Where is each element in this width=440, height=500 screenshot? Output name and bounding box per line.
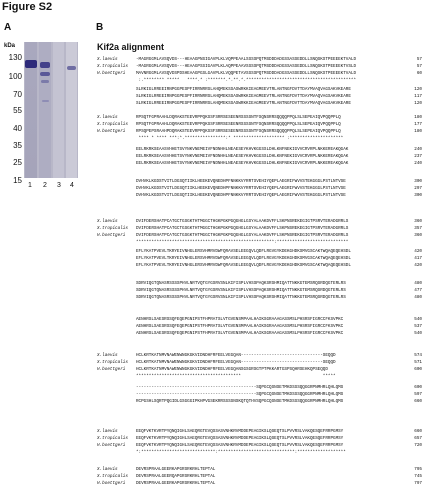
sequence-row bbox=[97, 316, 427, 323]
sequence-text: -MAGRGGMLAVSQVDS---HEAAGPNSIGAVPLKLVQPPEAALSSSSPQTMSDDDADGSSASSEDDLLSNQSKSTPEEEEKTVALD bbox=[136, 57, 357, 62]
marker-label: 55 bbox=[13, 106, 22, 115]
gel-lane bbox=[25, 42, 37, 178]
sequence-row bbox=[97, 232, 427, 239]
residue-count: 360 bbox=[414, 219, 422, 224]
marker-label: 25 bbox=[13, 158, 22, 167]
residue-count: 420 bbox=[414, 263, 422, 268]
residue-count: 297 bbox=[414, 186, 422, 191]
sequence-text: DVHVKLKGDSTVITLDGSQTIIKLHEEKEVQNEDHPFNNKKVYRRTSVEHIYQEPLAEGRIFWVVSTEKGGGLPSTLNTVSE bbox=[136, 193, 346, 198]
sequence-row bbox=[97, 192, 427, 199]
alignment-title: Kif2a alignment bbox=[97, 42, 165, 52]
residue-count: 57 bbox=[416, 64, 422, 69]
residue-count: 600 bbox=[414, 385, 422, 390]
conservation-row bbox=[97, 135, 427, 142]
species-label: X.tropicalis bbox=[97, 474, 128, 479]
sequence-row bbox=[97, 280, 427, 287]
sequence-row bbox=[97, 473, 427, 480]
residue-count: 180 bbox=[414, 129, 422, 134]
residue-count: 540 bbox=[414, 317, 422, 322]
sequence-text: HCLKRTKATNMVNAWENWNGKGKVIDNDHFRFEELVEGQANSGSGRSGTPTPKKARTGSPSQHRSEHKQPSEQQD bbox=[136, 367, 328, 372]
lane-number: 3 bbox=[57, 182, 61, 189]
species-label: H.boettgeri bbox=[97, 71, 126, 76]
sequence-text: EFLYKATPVEVLTKRYEIVNHGLERSVHMRVDWFQRAVSELEEGQVLQDFLRGVGYKDEKGHDKSMVGSCAKTWQAQEQEHSDL bbox=[136, 249, 351, 254]
gel-lane bbox=[66, 42, 77, 178]
residue-count: 417 bbox=[414, 256, 422, 261]
residue-count: 357 bbox=[414, 226, 422, 231]
sequence-text: SLRKIGLRREEIRNPGGPESPFIRRNRRSLAHQMEKSSASWRKKIEAGMEEVTRLANTNGFDVTTDAYMVAQVAGSAKVKEARE bbox=[136, 87, 351, 92]
sequence-row bbox=[97, 93, 427, 100]
sequence-text: RPSQTFGPRAAHLDQRAKSTEEVRPPQKSSFSRRSESEENRSSSSNTFSQNSRRSQQQQPPQLSLSEPEAIQVPQQPPLQ bbox=[136, 122, 341, 127]
sequence-text: SDRVIQGTQNASRSSSSPHVLNRTVQTGYGSRVSNLKIFISPLVHSSPAQKSRSHMIQATTNKKGTEMSRQSRDQGTERLRS bbox=[136, 281, 346, 286]
residue-count: 300 bbox=[414, 193, 422, 198]
species-label: X.laevis bbox=[97, 115, 118, 120]
gel-lane bbox=[53, 42, 64, 178]
sequence-text: AENHRSLSAESRSSQFEQEPGNIPSTFHPRATSLVTGVENSMPAALHAIKSGRAAAGASSMSLPHSRSFIGRCCFKSVPKC bbox=[136, 324, 344, 329]
sequence-row bbox=[97, 366, 427, 373]
protein-band bbox=[67, 66, 76, 70]
alignment-block bbox=[97, 86, 427, 107]
sequence-row bbox=[97, 466, 427, 473]
species-label: X.tropicalis bbox=[97, 436, 128, 441]
residue-count: 360 bbox=[414, 233, 422, 238]
conservation-row bbox=[97, 239, 427, 246]
species-label: H.boettgeri bbox=[97, 367, 126, 372]
sequence-text: RCPGSHLSQRTPQGIDLGSGGGIPKHPVGSEKRRSSSSNSKQTQTHVSQPGCQSNSETMKDSSSQQGGRPNMHRLQHLQMS bbox=[136, 399, 344, 404]
sequence-row bbox=[97, 262, 427, 269]
sequence-row bbox=[97, 160, 427, 167]
sequence-text: :.******** ***** ****.* :*******.*.**.*.******************************************* bbox=[136, 78, 357, 83]
sequence-text: EEQFVKTKVRTPYQNQIGHLSAEQRGTEVQSSASVNHKRVMDDEPEAGIKSLQSEQTSLPVVRSLVAKQESQEFRRPGMSY bbox=[136, 443, 344, 448]
residue-count: 657 bbox=[414, 436, 422, 441]
residue-count: 745 bbox=[414, 474, 422, 479]
species-label: X.laevis bbox=[97, 219, 118, 224]
sequence-row bbox=[97, 114, 427, 121]
lane-number: 2 bbox=[43, 182, 47, 189]
sequence-text: SLRKIGLRREEIRNPGGPESPFIRRNRRSLAHQMEKSSASWRKKIEAGMEEVTRLANTNGFDVTTDAYMVAQVAGSAKVKEARE bbox=[136, 94, 351, 99]
alignment-block bbox=[97, 316, 427, 337]
alignment-block bbox=[97, 384, 427, 405]
sequence-text: DVHVKLKGDSTVITLDGSQTIIKLHEEKEVQNEDHPFNNKKVYRRTSVEHIYQEPLAEGRIFWVVSTEKGGGLPSTLNTVSE bbox=[136, 186, 346, 191]
residue-count: 574 bbox=[414, 353, 422, 358]
sequence-row bbox=[97, 391, 427, 398]
sequence-text: MAVNRGGMLAVSQVDSPDSHEAAGPGSLGAVPLKLVQQPETAVSSSSPQTMSDDDADGSSASSEDDLLSNQSKSTPEEEEKTVALD bbox=[136, 71, 357, 76]
sequence-text: RPSQPEPSRAAHPDQRAKSTEEVRPPQKSSFSRRSESEENRSSSSNTFSQNSRRSQQQQPPQLSLSEPEAIQVPQQPPLQ bbox=[136, 129, 341, 134]
sequence-row bbox=[97, 70, 427, 77]
residue-count: 60 bbox=[416, 71, 422, 76]
sequence-text: EELRKRKSEAASVHHETSVYNKVNEMEIVFNDNHHLNEAESEYKHVKGGSSLDHLKNFNEKIGVVCRVRPLNKKEREAKQGAK bbox=[136, 161, 349, 166]
residue-count: 477 bbox=[414, 288, 422, 293]
residue-count: 797 bbox=[414, 481, 422, 486]
sequence-row bbox=[97, 225, 427, 232]
sequence-text: EFLYKATPVEVLTKRYEIVNHGLERSVHMRVDWFQRAVSELEEGQVLQDFLRGVGYKDEKGHDKSMVGSCAKTWQAQEQEHSDL bbox=[136, 263, 351, 268]
sequence-text: **** * **** ***:*.****************:* ******************** :********************* bbox=[136, 136, 344, 141]
marker-label: 40 bbox=[13, 124, 22, 133]
residue-count: 300 bbox=[414, 179, 422, 184]
species-label: H.boettgeri bbox=[97, 443, 126, 448]
protein-band bbox=[41, 80, 49, 83]
alignment-block bbox=[97, 146, 427, 167]
alignment-block bbox=[97, 218, 427, 246]
sequence-text: DVIFDERSHATPCATGCTGSGKTHTMGGCTHGKPGKPGQGHGLGSYALAAKDVFFLSKPNSREKEGIGTPSRVTERADGRRLS bbox=[136, 233, 349, 238]
alignment-block bbox=[97, 280, 427, 301]
sequence-text: HCLKRTKATNMVNAWENWNGKGKVIDNDHFRFEELVEGQAN--------------------------------SEQQD bbox=[136, 353, 336, 358]
alignment-block bbox=[97, 56, 427, 84]
sequence-row bbox=[97, 56, 427, 63]
sequence-text: DEVRSPRAALGEERQAPGRSRKRHLTEPTAL bbox=[136, 474, 216, 479]
sequence-row bbox=[97, 352, 427, 359]
sequence-row bbox=[97, 359, 427, 366]
marker-label: 130 bbox=[8, 53, 22, 62]
protein-band bbox=[40, 62, 50, 68]
alignment-block bbox=[97, 428, 427, 456]
residue-count: 177 bbox=[414, 122, 422, 127]
panel-a-label: A bbox=[4, 22, 12, 33]
species-label: X.laevis bbox=[97, 467, 118, 472]
sequence-text: DEVRSPRAALGEERKAPGRSRKRHLTEPTAL bbox=[136, 481, 216, 486]
sequence-text: EELRKRKSEAASVHHETSVYNKVNEMEIVFNDNHHLNEAESEYKHVKGGSSLDHLKNFNEKIGVVCRVRPLNKKEREAKQGAK bbox=[136, 147, 349, 152]
protein-band bbox=[42, 100, 49, 102]
residue-count: 480 bbox=[414, 295, 422, 300]
sequence-text: RPSQTFGPRAAHLDQRAKSTEEVRPPQKSSFSRRSESEENRSSSSNTFSQNSRRSQQQQPPQLSLSEPEAIQVPQQPPLQ bbox=[136, 115, 341, 120]
sequence-text: HCLKRTKATNMVNAWENWNGKGKVIDNDHFRFEELVEGQAN--------------------------------SEQQD bbox=[136, 360, 336, 365]
sequence-row bbox=[97, 86, 427, 93]
residue-count: 240 bbox=[414, 161, 422, 166]
sequence-row bbox=[97, 287, 427, 294]
alignment-block bbox=[97, 114, 427, 142]
species-label: X.laevis bbox=[97, 57, 118, 62]
panel-b-label: B bbox=[96, 22, 104, 33]
sequence-row bbox=[97, 178, 427, 185]
residue-count: 597 bbox=[414, 392, 422, 397]
gel-image bbox=[24, 42, 78, 178]
species-label: X.tropicalis bbox=[97, 360, 128, 365]
marker-label: 35 bbox=[13, 141, 22, 150]
residue-count: 180 bbox=[414, 115, 422, 120]
sequence-text: -MAGRGGMLAVSQVDS---HEAAGPSSIGAVPLKLAQPPEAAVSSSSPQTMSDDDADGSSASSEDDLLSNQSKSTPEEEEKTVSLD bbox=[136, 64, 357, 69]
residue-count: 795 bbox=[414, 467, 422, 472]
residue-count: 120 bbox=[414, 101, 422, 106]
sequence-text: EFLYKATPVEVLTKRYEIVNHGLERSVHMRVDWFQRAVSELEEGQVLQDFLRGVGYKDEKGHDKSMVGSCAKTWQAQEQEHSDL bbox=[136, 256, 351, 261]
sequence-row bbox=[97, 146, 427, 153]
marker-label: 100 bbox=[8, 72, 22, 81]
sequence-row bbox=[97, 294, 427, 301]
protein-band bbox=[40, 72, 50, 76]
species-label: H.boettgeri bbox=[97, 481, 126, 486]
alignment-block bbox=[97, 466, 427, 487]
sequence-text: SLRKIGLRREEIRNPGGPESPFIRRNRRSLAHQMEKSSASWRKKIEAGMEEVTRLANTNGFDVTTDAYMVAQVAGSAKVKEARE bbox=[136, 101, 351, 106]
sequence-text: AENHRSLSAESRSSQFEQEPGNIPSTFHPRATSLVTGVENSMPAALHAIKSGRAAAGASSMSLPHSRSFIGRCCFKSVPKC bbox=[136, 317, 344, 322]
alignment-block bbox=[97, 248, 427, 269]
residue-count: 660 bbox=[414, 429, 422, 434]
sequence-row bbox=[97, 100, 427, 107]
sequence-text: ***************************************** ***** bbox=[136, 374, 336, 379]
sequence-row bbox=[97, 442, 427, 449]
residue-count: 537 bbox=[414, 324, 422, 329]
sequence-text: EEQFVKTKVRTPYQNQIGHLSAEQRGTEVQSSASVNHKRVMDDEPEAGIKSLQSEQTSLPVVRSLVAKQESQEFRRPGMSY bbox=[136, 436, 344, 441]
sequence-text: DEVRSPRAALGEERKAPGRSRKRHLTEPTAL bbox=[136, 467, 216, 472]
sequence-row bbox=[97, 323, 427, 330]
sequence-row bbox=[97, 398, 427, 405]
kda-unit-label: kDa bbox=[4, 43, 16, 49]
residue-count: 57 bbox=[416, 57, 422, 62]
sequence-text: AENHRSLSAESRSSQFEQEPGNIPSTFHPRATSLVTGVENSMPAALHAIKSGRAAAGASSMSLPHSRSFIGRCCFKSVPKC bbox=[136, 331, 344, 336]
species-label: X.tropicalis bbox=[97, 122, 128, 127]
residue-count: 420 bbox=[414, 249, 422, 254]
sequence-text: -----------------------------------------------SQPGCQSNSETMKDSSSQQGGRPNMHRLQHLQMS bbox=[136, 385, 344, 390]
sequence-text: EEQFVKTKVRTPYQNQIGHLSAEQRGTEVQSSASVNHKRVMDDEPEAGIKSLQSEQTSLPVVRSLVAKQESQEFRRPGMSY bbox=[136, 429, 344, 434]
sequence-text: *:*****************************:******************************:******************* bbox=[136, 450, 346, 455]
sequence-text: -----------------------------------------------SQPGCQSNSETMKDSSSQQGGRPNMHRLQHLQMS bbox=[136, 392, 344, 397]
sequence-row bbox=[97, 63, 427, 70]
sequence-row bbox=[97, 480, 427, 487]
figure-title: Figure S2 bbox=[2, 1, 53, 13]
sequence-text: DVIFDERSHATPCATGCTGSGKTHTMGGCTHGKPGKPGQGHGLGSYALAAKDVFFLSKPNSREKEGIGTPSRVTERADGRRLS bbox=[136, 226, 349, 231]
sequence-row bbox=[97, 185, 427, 192]
lane-number: 4 bbox=[70, 182, 74, 189]
sequence-row bbox=[97, 255, 427, 262]
gel-lane bbox=[39, 42, 51, 178]
species-label: X.tropicalis bbox=[97, 226, 128, 231]
residue-count: 120 bbox=[414, 87, 422, 92]
sequence-row bbox=[97, 153, 427, 160]
alignment-block bbox=[97, 178, 427, 199]
conservation-row bbox=[97, 449, 427, 456]
conservation-row bbox=[97, 77, 427, 84]
residue-count: 600 bbox=[414, 367, 422, 372]
sequence-row bbox=[97, 330, 427, 337]
residue-count: 117 bbox=[414, 94, 422, 99]
residue-count: 720 bbox=[414, 443, 422, 448]
sequence-row bbox=[97, 384, 427, 391]
sequence-row bbox=[97, 218, 427, 225]
lane-number: 1 bbox=[28, 182, 32, 189]
sequence-row bbox=[97, 435, 427, 442]
marker-label: 15 bbox=[13, 176, 22, 185]
sequence-row bbox=[97, 128, 427, 135]
sequence-text: DVIFDERSHATPCATGCTGSGKTHTMGGCTHGKPGKPGQGHGLGSYALAAKDVFFLSKPNSREKEGIGTPSRVTERADGRRLS bbox=[136, 219, 349, 224]
residue-count: 237 bbox=[414, 154, 422, 159]
conservation-row bbox=[97, 373, 427, 380]
alignment-block bbox=[97, 352, 427, 380]
sequence-row bbox=[97, 121, 427, 128]
species-label: H.boettgeri bbox=[97, 129, 126, 134]
species-label: X.laevis bbox=[97, 429, 118, 434]
sequence-text: SDRVIQGTQNASRSSSSPHVLNRTVQTGYGSRVSNLKIFISPLVHSSPAQKSRSHMIQATTNKKGTEMSRQSRDQGTERLRS bbox=[136, 295, 346, 300]
sequence-text: ******************************************************:**************************** bbox=[136, 240, 349, 245]
sequence-row bbox=[97, 248, 427, 255]
sequence-text: DVHVKLKGDSTVITLDGSQTIIKLHEEKEVQNEDHPFNNKKVYRRTSVEHIYQEPLAEGRIFWVVSTEKGGGLPSTLNTVSE bbox=[136, 179, 346, 184]
species-label: H.boettgeri bbox=[97, 233, 126, 238]
sequence-row bbox=[97, 428, 427, 435]
residue-count: 540 bbox=[414, 331, 422, 336]
sequence-text: EELRKRKSEAASVHHETSVYNKVNEMEIVFNDNHHLNEAESEYKHVKGGSSLDHLKNFNEKIGVVCRVRPLNKKEREAKQGAK bbox=[136, 154, 349, 159]
species-label: X.laevis bbox=[97, 353, 118, 358]
residue-count: 571 bbox=[414, 360, 422, 365]
protein-band bbox=[25, 60, 37, 68]
species-label: X.tropicalis bbox=[97, 64, 128, 69]
residue-count: 480 bbox=[414, 281, 422, 286]
residue-count: 660 bbox=[414, 399, 422, 404]
marker-label: 70 bbox=[13, 90, 22, 99]
residue-count: 240 bbox=[414, 147, 422, 152]
sequence-text: SDRVIQGTQNASRSSSSPHVLNRTVQTGYGSRVSNLKIFISPLVHSSPAQKSRSHMIQATTNKKGTEMSRQSRDQGTERLRS bbox=[136, 288, 346, 293]
